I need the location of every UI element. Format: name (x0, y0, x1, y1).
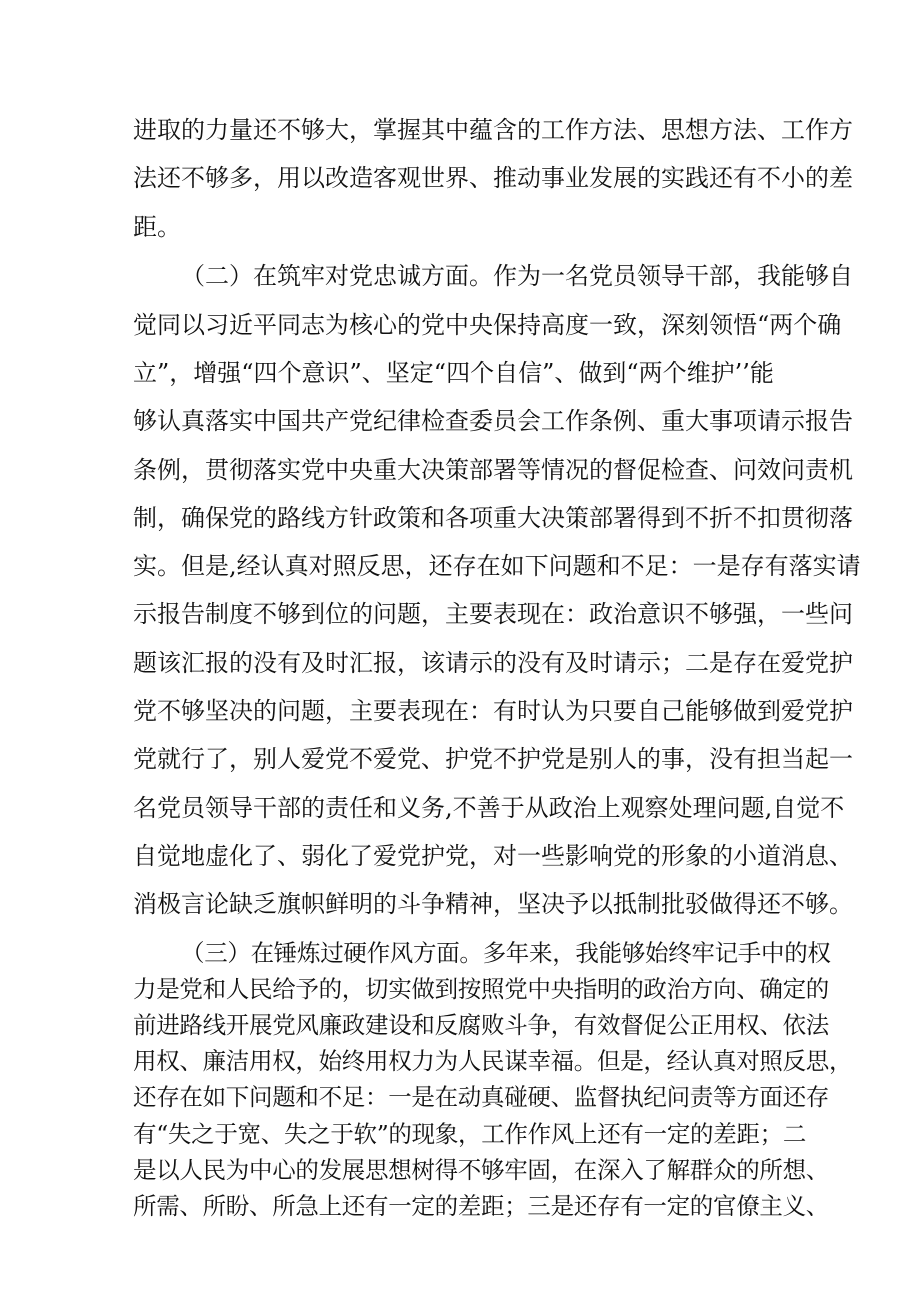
text-line: 还存在如下问题和不足：一是在动真碰硬、监督执纪问责等方面还存 (133, 1083, 829, 1111)
text-line: 法还不够多，用以改造客观世界、推动事业发展的实践还有不小的差 (133, 164, 853, 192)
text-line: 名党员领导干部的责任和义务,不善于从政治上观察处理问题,自觉不 (133, 794, 845, 822)
text-line: 用权、廉洁用权，始终用权力为人民谋幸福。但是，经认真对照反思， (133, 1047, 853, 1075)
text-line: 进取的力量还不够大，掌握其中蕴含的工作方法、思想方法、工作方 (133, 116, 853, 144)
text-line: 消极言论缺乏旗帜鲜明的斗争精神，坚决予以抵制批驳做得还不够。 (133, 890, 853, 918)
text-line: 力是党和人民给予的，切实做到按照党中央指明的政治方向、确定的 (133, 975, 829, 1003)
text-line: 党就行了，别人爱党不爱党、护党不护党是别人的事，没有担当起一 (133, 745, 853, 773)
section-two-heading-line: （二）在筑牢对党忠诚方面。作为一名党员领导干部，我能够自 (181, 262, 853, 290)
text-line: 前进路线开展党风廉政建设和反腐败斗争，有效督促公正用权、依法 (133, 1011, 829, 1039)
text-line: 示报告制度不够到位的问题，主要表现在：政治意识不够强，一些问 (133, 600, 853, 628)
text-line: 党不够坚决的问题，主要表现在：有时认为只要自己能够做到爱党护 (133, 697, 853, 725)
text-line: 自觉地虚化了、弱化了爱党护党，对一些影响党的形象的小道消息、 (133, 842, 853, 870)
text-line: 有“失之于宽、失之于软”的现象，工作作风上还有一定的差距；二 (133, 1120, 807, 1148)
text-line: 立”，增强“四个意识”、坚定“四个自信”、做到“两个维护’’能 (133, 359, 774, 387)
text-line: 条例，贯彻落实党中央重大决策部署等情况的督促检查、问效问责机 (133, 456, 853, 484)
text-line: 觉同以习近平同志为核心的党中央保持高度一致，深刻领悟“两个确 (133, 311, 842, 339)
text-line: 题该汇报的没有及时汇报，该请示的没有及时请示；二是存在爱党护 (133, 649, 853, 677)
text-line: 实。但是,经认真对照反思，还存在如下问题和不足：一是存有落实请 (133, 552, 861, 580)
text-line: 是以人民为中心的发展思想树得不够牢固，在深入了解群众的所想、 (133, 1156, 829, 1184)
section-three-heading-line: （三）在锤炼过硬作风方面。多年来，我能够始终牢记手中的权 (181, 939, 831, 967)
text-line: 制，确保党的路线方针政策和各项重大决策部署得到不折不扣贯彻落 (133, 504, 853, 532)
text-line: 够认真落实中国共产党纪律检查委员会工作条例、重大事项请示报告 (133, 407, 853, 435)
text-line: 距。 (133, 213, 181, 241)
text-line: 所需、所盼、所急上还有一定的差距；三是还存有一定的官僚主义、 (133, 1192, 829, 1220)
